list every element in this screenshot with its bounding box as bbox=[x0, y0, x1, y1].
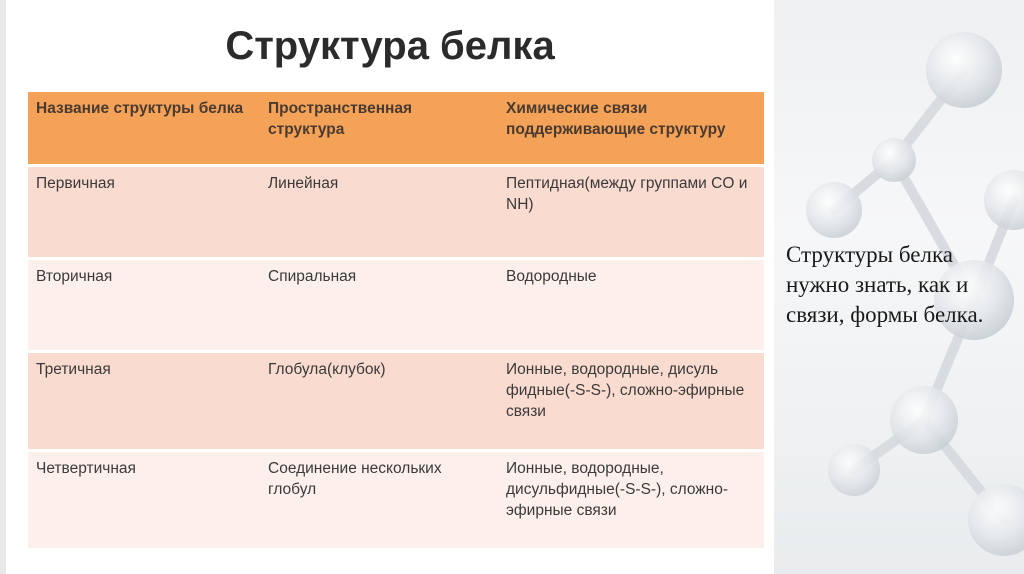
table-row bbox=[28, 451, 764, 549]
cell-structure-name: Третичная bbox=[28, 352, 260, 451]
header-chemical-bonds: Химические связи поддерживающие структуру bbox=[498, 92, 764, 166]
cell-chemical-bonds: Пептидная(между группами CO и NH) bbox=[498, 166, 764, 259]
cell-chemical-bonds: Водородные bbox=[498, 259, 764, 352]
cell-spatial-structure: Соединение нескольких глобул bbox=[260, 451, 498, 549]
cell-spatial-structure: Линейная bbox=[260, 166, 498, 259]
protein-structure-table bbox=[28, 92, 764, 548]
cell-structure-name: Четвертичная bbox=[28, 451, 260, 549]
cell-spatial-structure: Спиральная bbox=[260, 259, 498, 352]
side-note: Структуры белка нужно знать, как и связи, формы белка. bbox=[786, 242, 984, 327]
cell-structure-name: Вторичная bbox=[28, 259, 260, 352]
table-header-row bbox=[28, 92, 764, 166]
table-row bbox=[28, 166, 764, 259]
slide-title: Структура белка bbox=[225, 24, 555, 68]
cell-chemical-bonds: Ионные, водородные, дисуль фидные(-S-S-), сложно-эфирные связи bbox=[498, 352, 764, 451]
cell-spatial-structure: Глобула(клубок) bbox=[260, 352, 498, 451]
header-structure-name: Название структуры белка bbox=[28, 92, 260, 166]
table-row bbox=[28, 352, 764, 451]
cell-chemical-bonds: Ионные, водородные, дисульфидные(-S-S-), сложно-эфирные связи bbox=[498, 451, 764, 549]
table-row bbox=[28, 259, 764, 352]
cell-structure-name: Первичная bbox=[28, 166, 260, 259]
left-border-strip bbox=[0, 0, 6, 574]
header-spatial-structure: Пространственная структура bbox=[260, 92, 498, 166]
